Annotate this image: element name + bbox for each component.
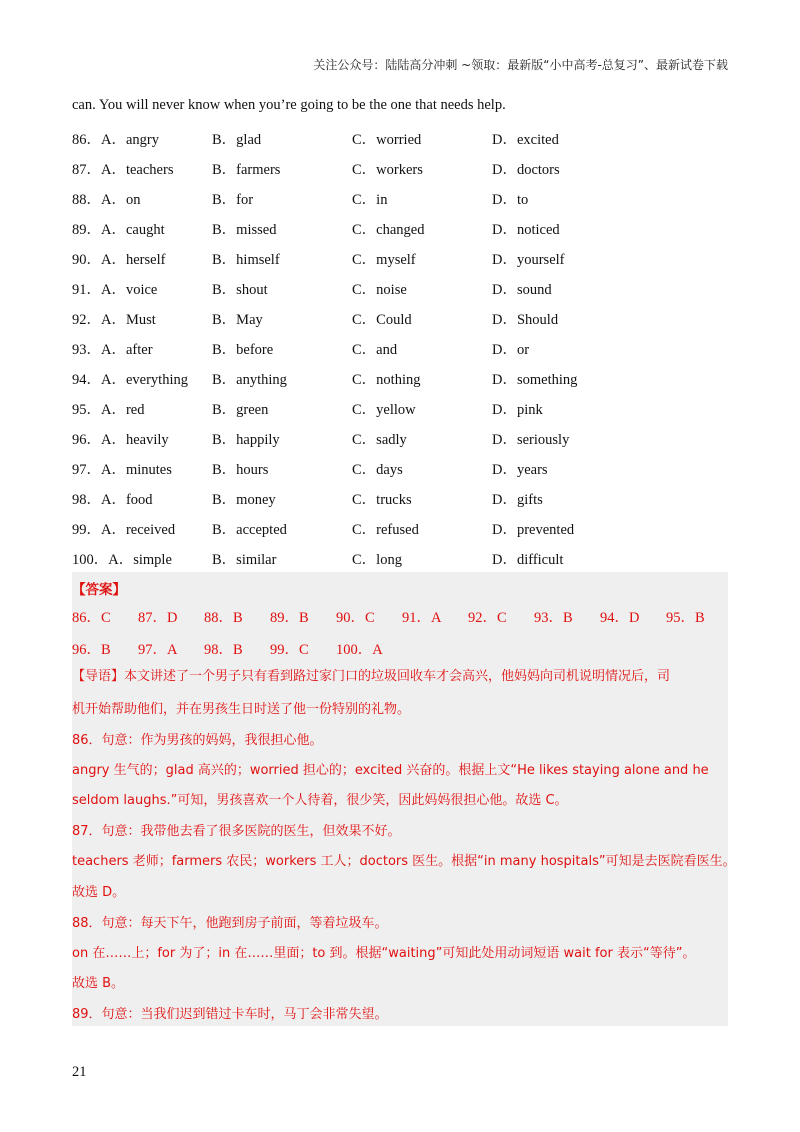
question-row bbox=[72, 426, 732, 456]
option-c: C．noise bbox=[352, 282, 407, 298]
question-number: 100． bbox=[72, 552, 109, 568]
option-d: D．to bbox=[492, 192, 529, 208]
option-c: C．yellow bbox=[352, 402, 416, 418]
explanation-line: on 在……上；for 为了；in 在……里面；to 到。根据“waiting”可知此处用动词短语 wait for 表示“等待”。 bbox=[72, 946, 696, 961]
option-d: D．difficult bbox=[492, 552, 564, 568]
question-number: 95． bbox=[72, 402, 101, 418]
question-row bbox=[72, 156, 732, 186]
answer-key: 91．A bbox=[402, 610, 442, 626]
answer-key: 97．A bbox=[138, 642, 178, 658]
option-a bbox=[72, 158, 173, 179]
option-a bbox=[72, 368, 188, 389]
option-c: C．and bbox=[352, 342, 398, 358]
question-number: 96． bbox=[72, 432, 101, 448]
option-b: B．glad bbox=[212, 132, 262, 148]
question-number: 97． bbox=[72, 462, 101, 478]
option-b: B．green bbox=[212, 402, 269, 418]
answer-key: 98．B bbox=[204, 642, 243, 658]
option-c: C．myself bbox=[352, 252, 416, 268]
answer-key: 86．C bbox=[72, 610, 111, 626]
option-d: D．seriously bbox=[492, 432, 570, 448]
option-b: B．for bbox=[212, 192, 254, 208]
question-row bbox=[72, 126, 732, 156]
option-d: D．sound bbox=[492, 282, 552, 298]
option-a bbox=[72, 308, 156, 329]
option-d: D．noticed bbox=[492, 222, 560, 238]
option-b: B．before bbox=[212, 342, 274, 358]
question-row bbox=[72, 246, 732, 276]
question-number: 93． bbox=[72, 342, 101, 358]
answer-key: 99．C bbox=[270, 642, 309, 658]
question-row bbox=[72, 456, 732, 486]
page-number: 21 bbox=[72, 1064, 87, 1080]
option-c: C．refused bbox=[352, 522, 419, 538]
answer-key: 95．B bbox=[666, 610, 705, 626]
option-b: B．accepted bbox=[212, 522, 287, 538]
option-a-text: A．minutes bbox=[101, 462, 172, 478]
option-d: D．or bbox=[492, 342, 530, 358]
intro-line: can. You will never know when you’re going to be the one that needs help. bbox=[72, 97, 506, 113]
answer-key: 90．C bbox=[336, 610, 375, 626]
option-a-text: A．red bbox=[101, 402, 145, 418]
option-b: B．May bbox=[212, 312, 263, 328]
question-row bbox=[72, 186, 732, 216]
explanation-line: 86．句意：作为男孩的妈妈，我很担心他。 bbox=[72, 733, 323, 748]
option-a bbox=[72, 548, 172, 569]
option-a bbox=[72, 398, 145, 419]
option-a bbox=[72, 128, 159, 149]
option-d: D．Should bbox=[492, 312, 559, 328]
option-c: C．nothing bbox=[352, 372, 421, 388]
option-c: C．long bbox=[352, 552, 402, 568]
option-a bbox=[72, 518, 175, 539]
question-number: 99． bbox=[72, 522, 101, 538]
option-a-text: A．caught bbox=[101, 222, 165, 238]
option-d: D．pink bbox=[492, 402, 543, 418]
answer-key: 87．D bbox=[138, 610, 178, 626]
question-number: 91． bbox=[72, 282, 101, 298]
option-a-text: A．herself bbox=[101, 252, 166, 268]
option-d: D．excited bbox=[492, 132, 559, 148]
explanation-line: 故选 B。 bbox=[72, 976, 125, 991]
option-c: C．changed bbox=[352, 222, 425, 238]
option-a-text: A．angry bbox=[101, 132, 159, 148]
option-a bbox=[72, 488, 153, 509]
option-a-text: A．on bbox=[101, 192, 141, 208]
option-b: B．himself bbox=[212, 252, 280, 268]
question-row bbox=[72, 216, 732, 246]
option-c: C．workers bbox=[352, 162, 423, 178]
option-d: D．yourself bbox=[492, 252, 565, 268]
option-c: C．days bbox=[352, 462, 403, 478]
question-number: 92． bbox=[72, 312, 101, 328]
option-a-text: A．food bbox=[101, 492, 153, 508]
option-a-text: A．received bbox=[101, 522, 176, 538]
answer-key: 89．B bbox=[270, 610, 309, 626]
option-b: B．farmers bbox=[212, 162, 281, 178]
question-number: 87． bbox=[72, 162, 101, 178]
option-c: C．worried bbox=[352, 132, 422, 148]
question-row bbox=[72, 276, 732, 306]
option-c: C．sadly bbox=[352, 432, 407, 448]
option-d: D．prevented bbox=[492, 522, 575, 538]
explanation-line: 88．句意：每天下午，他跑到房子前面，等着垃圾车。 bbox=[72, 916, 388, 931]
option-a bbox=[72, 218, 165, 239]
question-row bbox=[72, 396, 732, 426]
answer-key: 100．A bbox=[336, 642, 383, 658]
question-number: 88． bbox=[72, 192, 101, 208]
option-a-text: A．teachers bbox=[101, 162, 174, 178]
answer-section bbox=[72, 572, 736, 1026]
question-row bbox=[72, 336, 732, 366]
option-c: C．trucks bbox=[352, 492, 412, 508]
option-a bbox=[72, 458, 172, 479]
option-b: B．money bbox=[212, 492, 276, 508]
option-b: B．anything bbox=[212, 372, 287, 388]
answer-key: 88．B bbox=[204, 610, 243, 626]
option-c: C．in bbox=[352, 192, 388, 208]
option-a bbox=[72, 248, 165, 269]
question-number: 98． bbox=[72, 492, 101, 508]
explanation-line: 89．句意：当我们迟到错过卡车时，马丁会非常失望。 bbox=[72, 1007, 388, 1022]
page-header: 关注公众号：陆陆高分冲刺 ~领取：最新版“小中高考-总复习”、最新试卷下载 bbox=[313, 58, 728, 72]
option-a bbox=[72, 278, 157, 299]
option-b: B．happily bbox=[212, 432, 280, 448]
option-b: B．hours bbox=[212, 462, 269, 478]
lead-line: 【导语】本文讲述了一个男子只有看到路过家门口的垃圾回收车才会高兴，他妈妈向司机说明情况后，司 bbox=[72, 669, 671, 684]
option-d: D．something bbox=[492, 372, 578, 388]
option-d: D．gifts bbox=[492, 492, 543, 508]
question-number: 94． bbox=[72, 372, 101, 388]
question-row bbox=[72, 306, 732, 336]
answer-heading: 【答案】 bbox=[72, 582, 126, 598]
explanation-line: 故选 D。 bbox=[72, 885, 126, 900]
question-number: 86． bbox=[72, 132, 101, 148]
question-row bbox=[72, 486, 732, 516]
question-options bbox=[72, 126, 732, 576]
option-a bbox=[72, 428, 169, 449]
explanation-line: angry 生气的；glad 高兴的；worried 担心的；excited 兴奋的。根据上文“He likes staying alone and he bbox=[72, 763, 709, 778]
explanation-line: teachers 老师；farmers 农民；workers 工人；doctors 医生。根据“in many hospitals”可知是去医院看医生。 bbox=[72, 854, 736, 869]
answer-key: 94．D bbox=[600, 610, 640, 626]
option-a-text: A．after bbox=[101, 342, 153, 358]
option-a-text: A．heavily bbox=[101, 432, 169, 448]
option-a-text: A．Must bbox=[101, 312, 156, 328]
option-d: D．years bbox=[492, 462, 548, 478]
question-row bbox=[72, 366, 732, 396]
option-b: B．similar bbox=[212, 552, 277, 568]
option-a-text: A．simple bbox=[108, 552, 172, 568]
answer-key: 92．C bbox=[468, 610, 507, 626]
option-d: D．doctors bbox=[492, 162, 560, 178]
explanation-line: seldom laughs.”可知，男孩喜欢一个人待着，很少笑，因此妈妈很担心他。故选 C。 bbox=[72, 793, 568, 808]
answer-key: 96．B bbox=[72, 642, 111, 658]
option-b: B．shout bbox=[212, 282, 268, 298]
lead-line: 机开始帮助他们，并在男孩生日时送了他一份特别的礼物。 bbox=[72, 702, 411, 717]
option-c: C．Could bbox=[352, 312, 412, 328]
question-row bbox=[72, 516, 732, 546]
question-number: 89． bbox=[72, 222, 101, 238]
question-number: 90． bbox=[72, 252, 101, 268]
option-a bbox=[72, 188, 140, 209]
option-a-text: A．everything bbox=[101, 372, 188, 388]
option-a-text: A．voice bbox=[101, 282, 158, 298]
explanation-line: 87．句意：我带他去看了很多医院的医生，但效果不好。 bbox=[72, 824, 401, 839]
option-b: B．missed bbox=[212, 222, 277, 238]
answer-key: 93．B bbox=[534, 610, 573, 626]
option-a bbox=[72, 338, 153, 359]
